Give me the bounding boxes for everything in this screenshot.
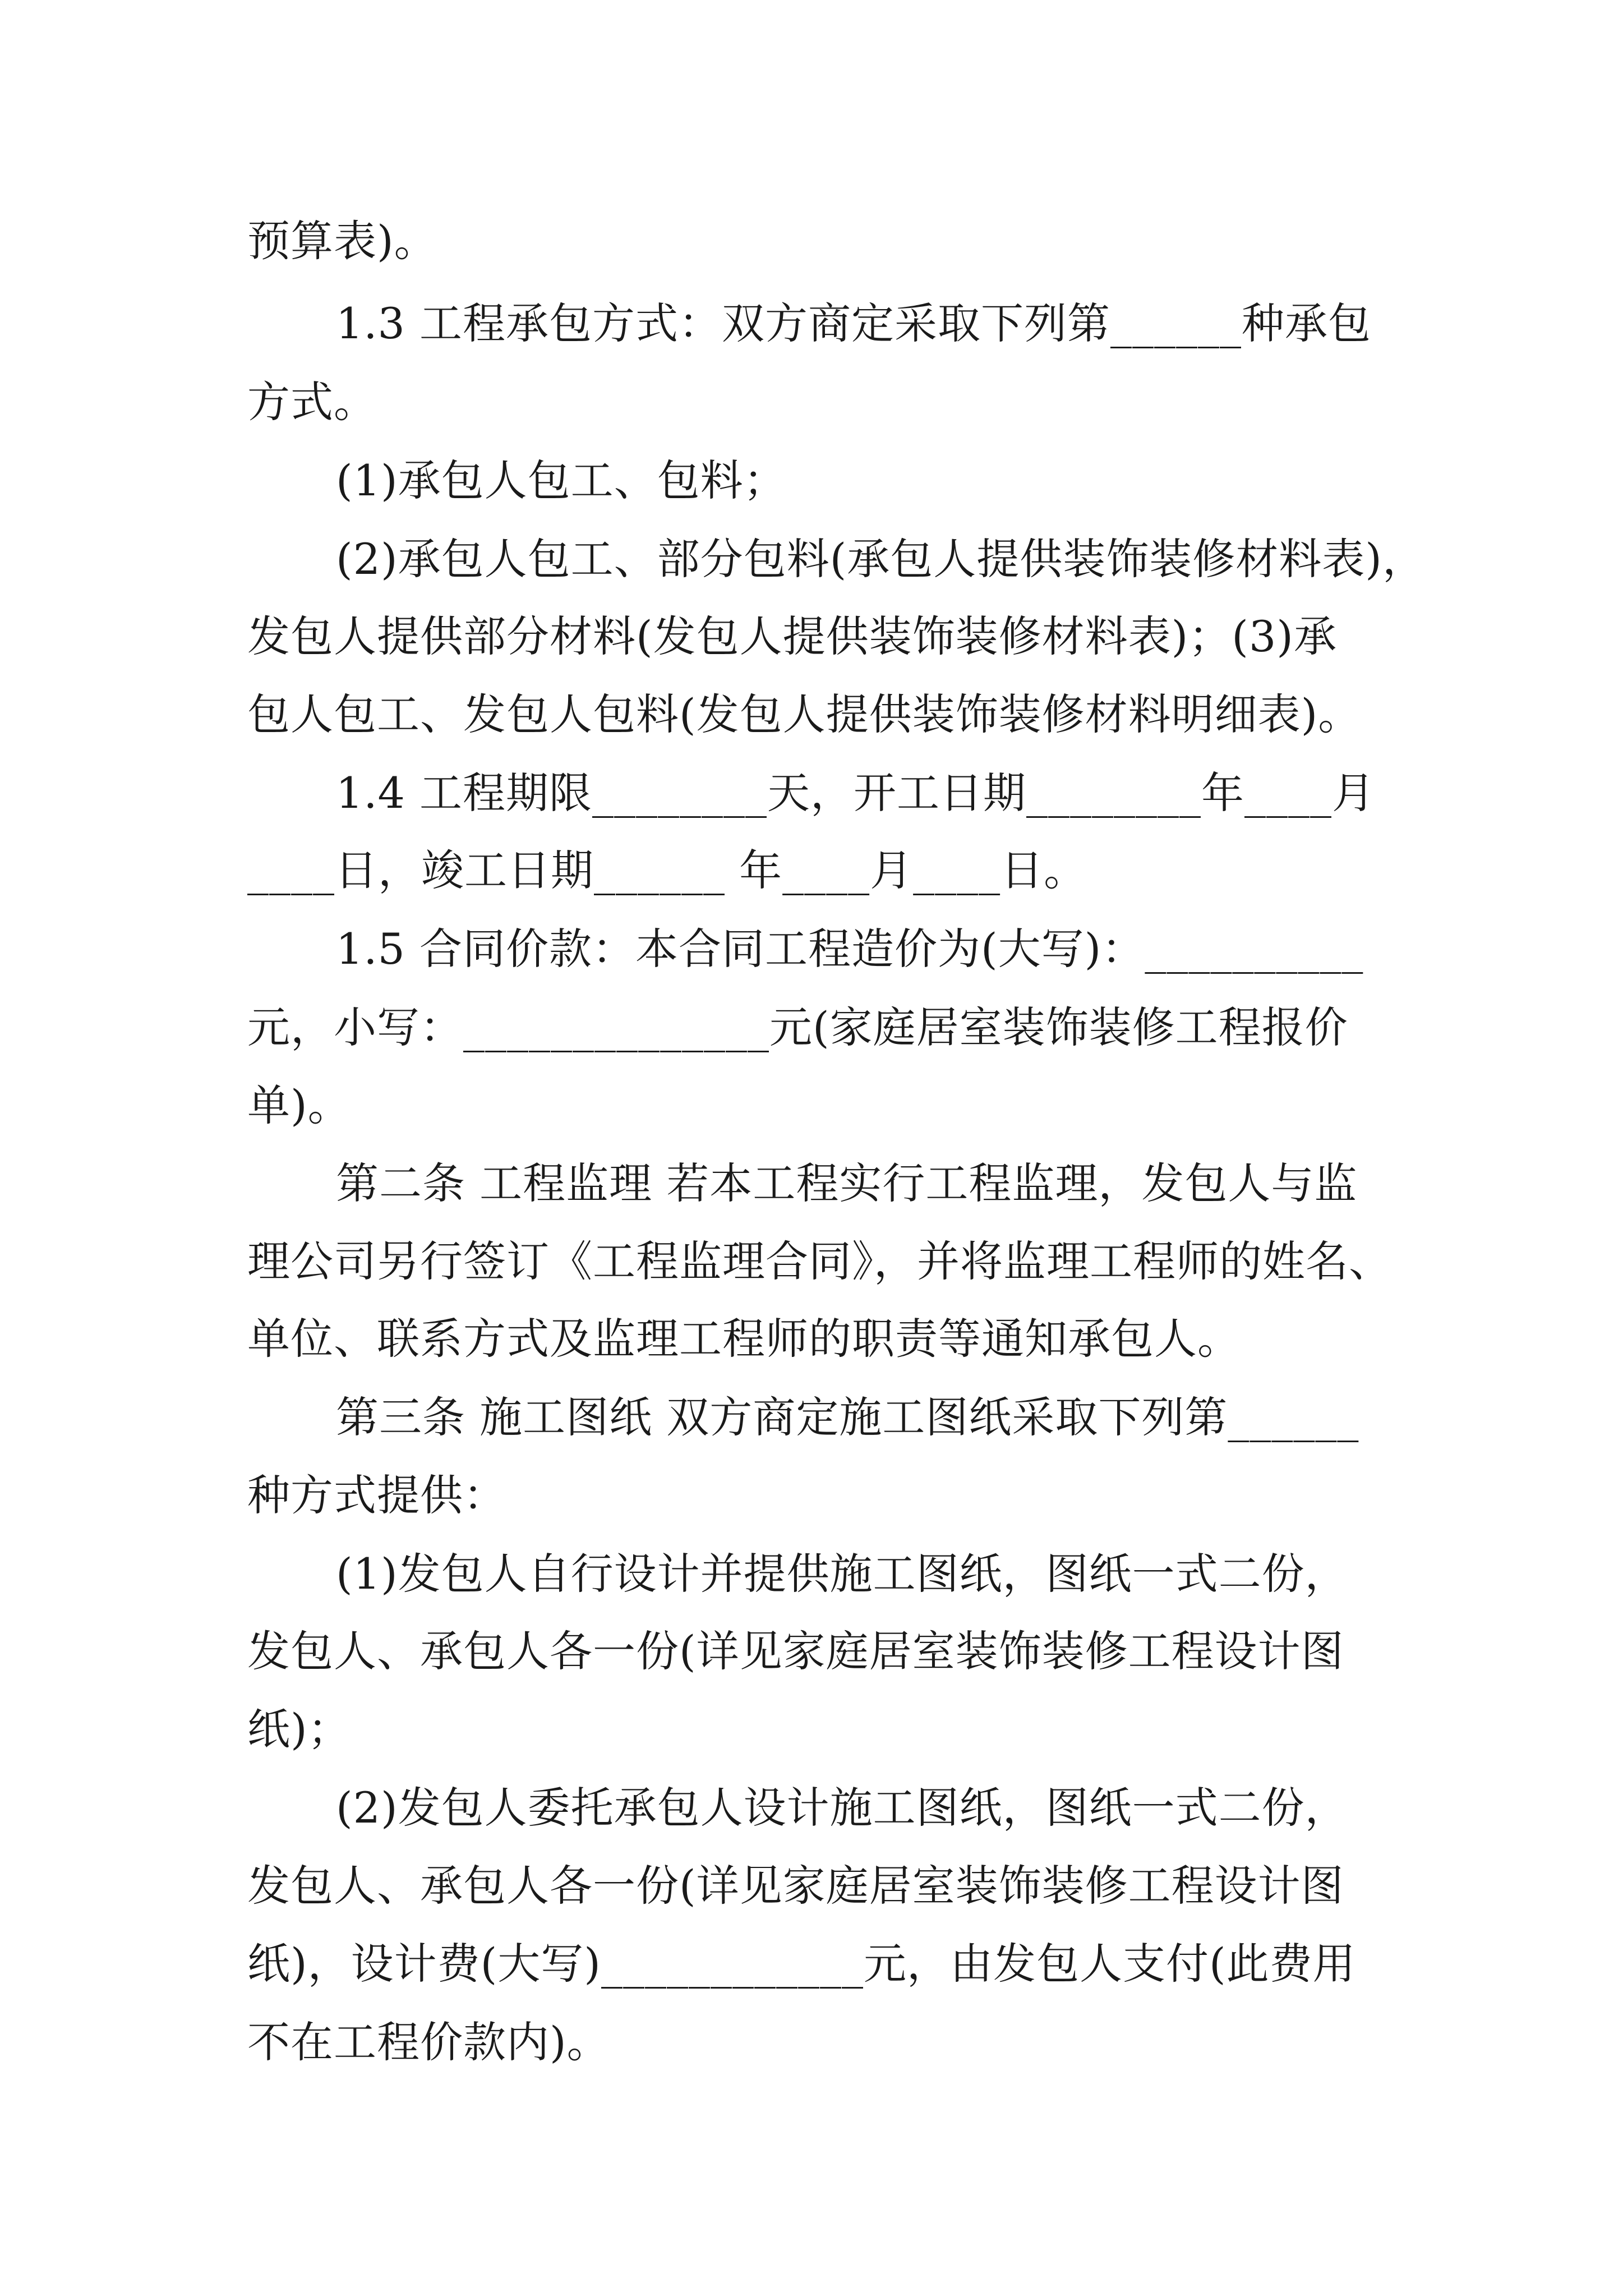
text-line: 发包人提供部分材料(发包人提供装饰装修材料表)；(3)承 [247,611,1337,661]
text-line: 不在工程价款内)。 [247,2017,610,2067]
text-line: 发包人、承包人各一份(详见家庭居室装饰装修工程设计图 [247,1626,1344,1676]
text-line: 单)。 [247,1080,351,1130]
text-line: (2)承包人包工、部分包料(承包人提供装饰装修材料表)， [336,534,1426,584]
text-line: 包人包工、发包人包料(发包人提供装饰装修材料明细表)。 [247,689,1362,739]
text-line: 预算表)。 [247,216,437,266]
text-line: 种方式提供： [247,1470,506,1520]
text-line: 方式。 [247,377,377,427]
text-line: (2)发包人委托承包人设计施工图纸，图纸一式二份， [336,1783,1348,1833]
text-line: 第三条 施工图纸 双方商定施工图纸采取下列第______ [336,1392,1359,1442]
text-line: 发包人、承包人各一份(详见家庭居室装饰装修工程设计图 [247,1861,1344,1911]
text-line: 纸)； [247,1704,351,1754]
text-line: (1)承包人包工、包料； [336,455,787,505]
text-line: 单位、联系方式及监理工程师的职责等通知承包人。 [247,1314,1241,1364]
text-line: (1)发包人自行设计并提供施工图纸，图纸一式二份， [336,1549,1348,1599]
text-line: ____日，竣工日期______ 年____月____日。 [247,845,1087,895]
text-line: 1.3 工程承包方式：双方商定采取下列第______种承包 [336,298,1372,348]
text-line: 第二条 工程监理 若本工程实行工程监理，发包人与监 [336,1158,1358,1208]
text-line: 元，小写：______________元(家庭居室装饰装修工程报价 [247,1002,1348,1052]
text-line: 1.5 合同价款：本合同工程造价为(大写)：__________ [336,924,1364,974]
text-line: 1.4 工程期限________天，开工日期________年____月 [336,768,1376,818]
text-line: 理公司另行签订《工程监理合同》，并将监理工程师的姓名、 [247,1236,1392,1286]
text-line: 纸)，设计费(大写)____________元，由发包人支付(此费用 [247,1939,1356,1989]
